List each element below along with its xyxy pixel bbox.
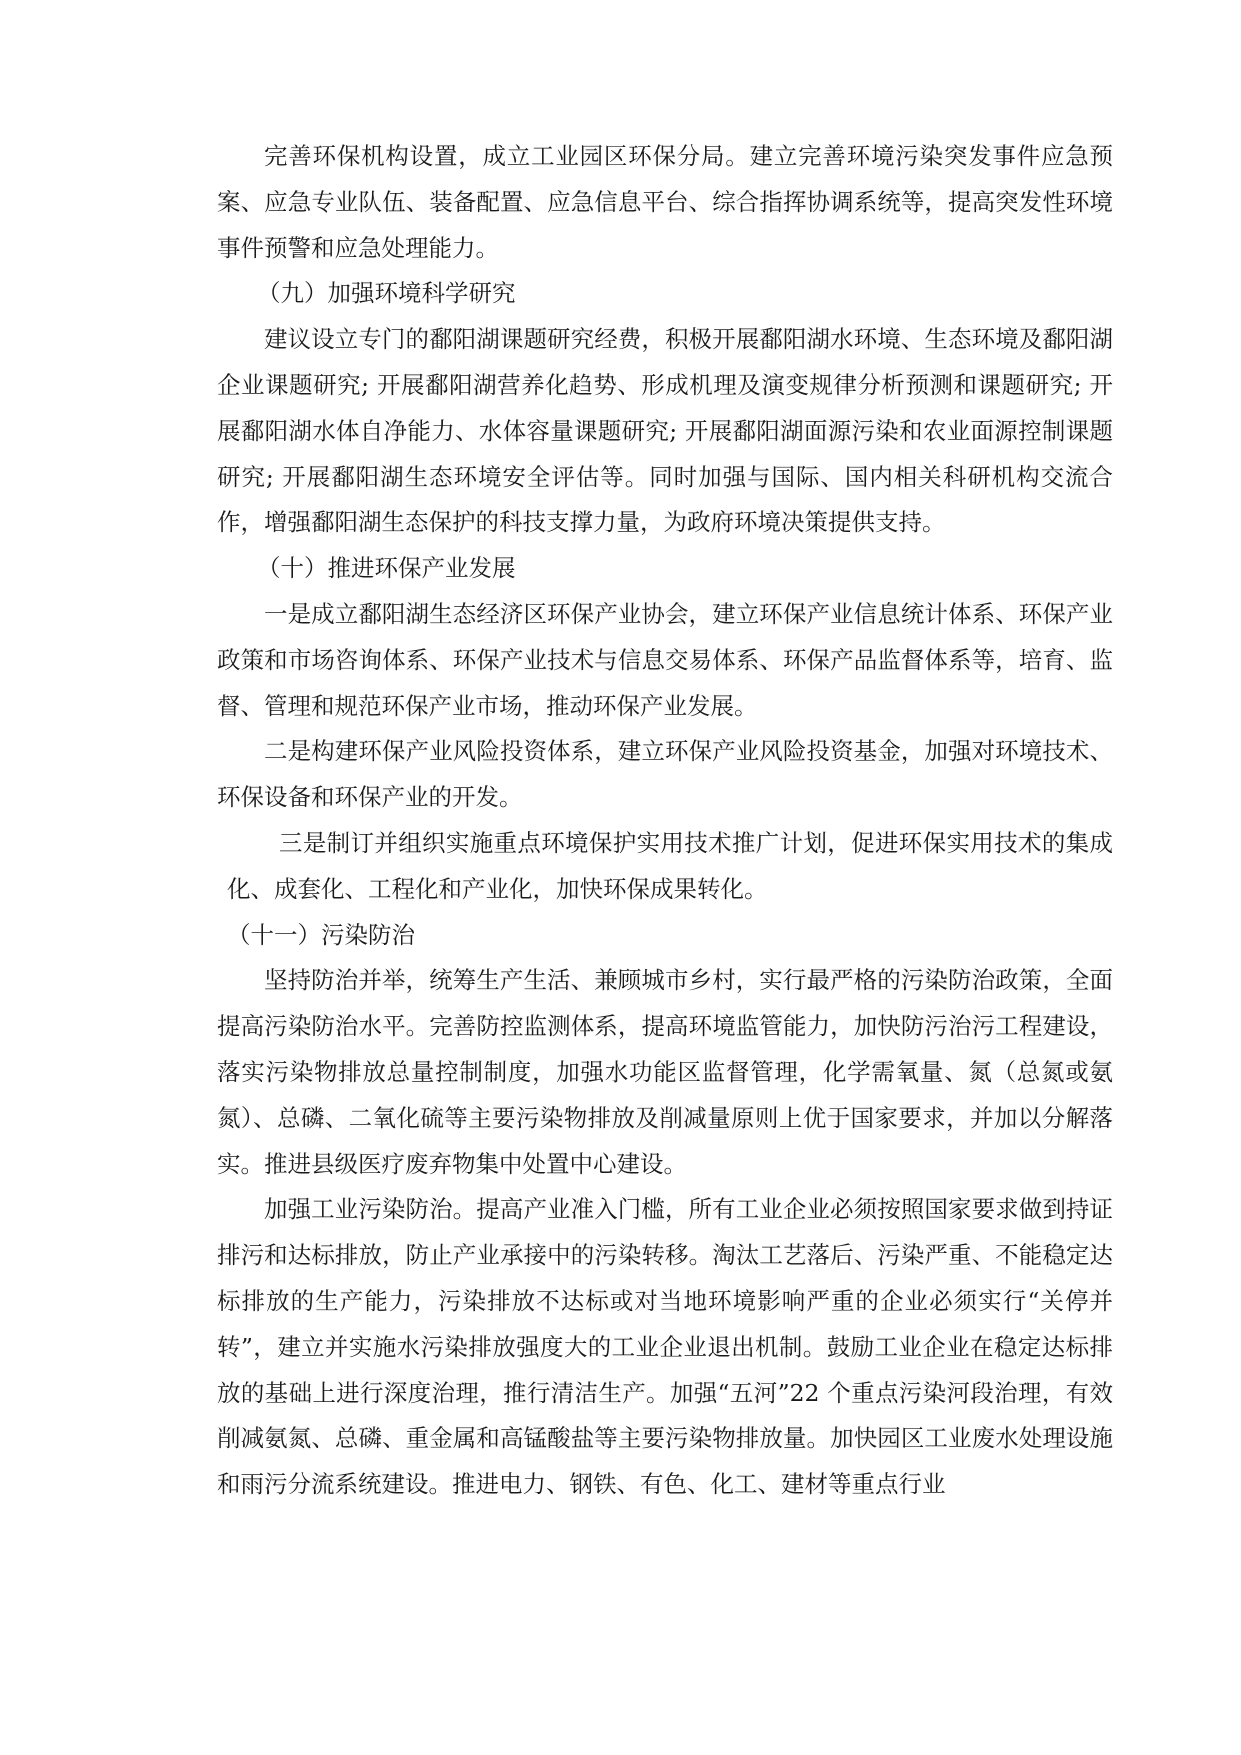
paragraph-pollution-prevention: 坚持防治并举，统筹生产生活、兼顾城市乡村，实行最严格的污染防治政策，全面提高污染防治水平。完善防控监测体系，提高环境监管能力，加快防污治污工程建设，落实污染物排放总量控制制度，加强水功能区监督管理，化学需氧量、氮（总氮或氨氮）、总磷、二氧化硫等主要污染物排放及削减量原则上优于国家要求，并加以分解落实。推进县级医疗废弃物集中处置中心建设。: [217, 966, 1113, 1178]
paragraph-technology-promotion: 三是制订并组织实施重点环境保护实用技术推广计划，促进环保实用技术的集成化、成套化、工程化和产业化，加快环保成果转化。: [227, 828, 1113, 903]
paragraph-risk-investment: 二是构建环保产业风险投资体系，建立环保产业风险投资基金，加强对环境技术、环保设备和环保产业的开发。: [217, 737, 1113, 812]
paragraph-industrial-pollution: 加强工业污染防治。提高产业准入门槛，所有工业企业必须按照国家要求做到持证排污和达标排放，防止产业承接中的污染转移。淘汰工艺落后、污染严重、不能稳定达标排放的生产能力，污染排放不达标或对当地环境影响严重的企业必须实行“关停并转”，建立并实施水污染排放强度大的工业企业退出机制。鼓励工业企业在稳定达标排放的基础上进行深度治理，推行清洁生产。加强“五河”22 个重点污染河段治理，有效削减氨氮、总磷、重金属和高锰酸盐等主要污染物排放量。加快园区工业废水处理设施和雨污分流系统建设。推进电力、钢铁、有色、化工、建材等重点行业: [217, 1195, 1113, 1499]
paragraph-environmental-agency: 完善环保机构设置，成立工业园区环保分局。建立完善环境污染突发事件应急预案、应急专业队伍、装备配置、应急信息平台、综合指挥协调系统等，提高突发性环境事件预警和应急处理能力。: [217, 142, 1113, 262]
document-body: [217, 134, 1113, 1508]
section-heading-11: （十一）污染防治: [227, 920, 415, 949]
paragraph-industry-association: 一是成立鄱阳湖生态经济区环保产业协会，建立环保产业信息统计体系、环保产业政策和市场咨询体系、环保产业技术与信息交易体系、环保产品监督体系等，培育、监督、管理和规范环保产业市场，推动环保产业发展。: [217, 599, 1113, 720]
paragraph-research-funding: 建议设立专门的鄱阳湖课题研究经费，积极开展鄱阳湖水环境、生态环境及鄱阳湖企业课题研究; 开展鄱阳湖营养化趋势、形成机理及演变规律分析预测和课题研究; 开展鄱阳湖水体自净能力、水体容量课题研究; 开展鄱阳湖面源污染和农业面源控制课题研究; 开展鄱阳湖生态环境安全评估等。同时加强与国际、国内相关科研机构交流合作，增强鄱阳湖生态保护的科技支撑力量，为政府环境决策提供支持。: [217, 325, 1113, 537]
section-heading-10: （十）推进环保产业发展: [257, 554, 516, 583]
section-heading-9: （九）加强环境科学研究: [257, 279, 516, 308]
